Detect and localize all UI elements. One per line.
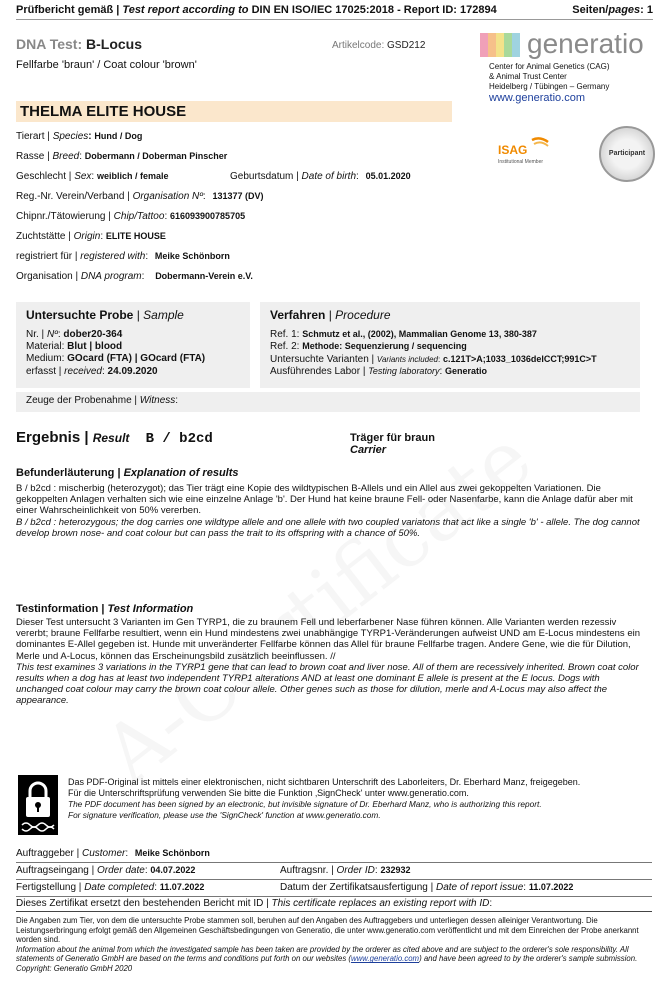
result-value: B / b2cd (145, 431, 213, 447)
sex-value: weiblich / female (96, 171, 169, 181)
test-subtitle: Fellfarbe 'braun' / Coat colour 'brown' (16, 59, 197, 71)
date-completed-row: Fertigstellung | Date completed: 11.07.2022 (16, 882, 205, 893)
chip-label-en: Chip/Tattoo (113, 211, 165, 222)
pages-indicator (572, 4, 653, 16)
divider (16, 896, 652, 897)
lab-label-en: Testing laboratory (368, 366, 440, 376)
procedure-box (260, 302, 640, 388)
organisation-label-en: DNA program (80, 271, 142, 282)
generatio-logo-icon (480, 33, 520, 57)
sample-received-row: erfasst | received: 24.09.2020 (26, 366, 158, 377)
explanation-en: B / b2cd : heterozygous; the dog carries one wildtype allele and one allele with two coupled variatons that act like a single 'b' - allele. The dog cannot develop brown nose- and coat colour but can pass the trait to its offspring with a chance of 50%. (16, 516, 640, 539)
sample-received-value: 24.09.2020 (107, 366, 158, 377)
sample-received-label-en: received (64, 366, 102, 377)
sample-heading-de: Untersuchte Probe (26, 308, 134, 322)
signature-notice (68, 777, 638, 821)
registration-value: 131377 (DV) (212, 191, 264, 201)
species-label-en: Species (52, 131, 89, 142)
replaces-row: Dieses Zertifikat ersetzt den bestehenden Bericht mit ID | This certificate replaces an existing report with ID: (16, 898, 493, 909)
date-completed-label: Fertigstellung | (16, 882, 82, 893)
logo-bar (496, 33, 504, 57)
organisation-value: Dobermann-Verein e.V. (155, 271, 253, 281)
isag-text: ISAG (498, 143, 528, 157)
procedure-heading-de: Verfahren (270, 308, 326, 322)
carrier-de: Träger für braun (350, 432, 435, 444)
customer-row: Auftraggeber | Customer: Meike Schönborn (16, 848, 210, 859)
divider (16, 862, 652, 863)
sample-material-value: Blut | blood (67, 341, 123, 352)
signature-line-4: For signature verification, please use the 'SignCheck' function at www.generatio.com. (68, 810, 381, 820)
explanation-heading (16, 467, 239, 479)
order-id-value: 232932 (380, 865, 411, 875)
replaces-label: Dieses Zertifikat ersetzt den bestehenden Bericht mit ID | (16, 898, 269, 909)
testinfo-heading (16, 603, 193, 615)
order-date-label: Auftragseingang | (16, 865, 95, 876)
website-link[interactable]: www.generatio.com (489, 92, 585, 104)
lock-icon (18, 775, 58, 835)
report-issue-row: Datum der Zertifikatsausfertigung | Date of report issue: 11.07.2022 (280, 882, 574, 893)
carrier-en: Carrier (350, 444, 387, 456)
sex-row: Geschlecht | Sex: weiblich / female (16, 171, 169, 182)
dog-name: THELMA ELITE HOUSE (16, 101, 452, 122)
pages-label: Seiten/ (572, 4, 609, 16)
sample-material-row (26, 341, 122, 352)
sample-box (16, 302, 250, 388)
report-issue-label-en: Date of report issue (436, 882, 524, 893)
sample-heading: Untersuchte Probe | Sample (26, 308, 184, 322)
result-label: Ergebnis | (16, 429, 89, 446)
carrier-status (350, 432, 435, 456)
registered-with-label: registriert für | (16, 251, 78, 262)
center-info (489, 62, 609, 103)
order-id-label-en: Order ID (336, 865, 375, 876)
signature-line-3: The PDF document has been signed by an electronic, but invisible signature of Dr. Eberhard Manz, who is authorizing this report. (68, 799, 542, 809)
test-title (16, 36, 142, 52)
order-id-label: Auftragsnr. | (280, 865, 334, 876)
divider (16, 879, 652, 880)
sample-nr-value: dober20-364 (63, 329, 123, 340)
seal-text: Participant (608, 150, 646, 157)
ref2-label: Ref. 2: (270, 341, 300, 352)
sex-label: Geschlecht | (16, 171, 72, 182)
ref1-value: Schmutz et al., (2002), Mammalian Genome 13, 380-387 (302, 329, 537, 339)
procedure-heading-en: Procedure (335, 308, 391, 322)
explanation-heading-de: Befunderläuterung | (16, 467, 121, 479)
registered-with-value: Meike Schönborn (154, 251, 230, 261)
order-id-row: Auftragsnr. | Order ID: 232932 (280, 865, 411, 876)
sample-material-label: Material: (26, 341, 65, 352)
signature-line-2: Für die Unterschriftsprüfung verwenden Sie bitte die Funktion ‚SignCheck' unter www.generatio.com. (68, 788, 469, 798)
testinfo-text (16, 617, 642, 707)
article-code (332, 40, 425, 51)
lab-row: Ausführendes Labor | Testing laboratory: Generatio (270, 366, 488, 377)
witness-label-en: Witness (139, 395, 176, 406)
footer-disclaimer (16, 911, 652, 974)
order-date-label-en: Order date (97, 865, 145, 876)
origin-label: Zuchtstätte | (16, 231, 71, 242)
explanation-heading-en: Explanation of results (123, 467, 239, 479)
registration-label-en: Organisation Nº (132, 191, 203, 202)
sample-medium-label: Medium: (26, 353, 65, 364)
replaces-label-en: This certificate replaces an existing report with ID (271, 898, 490, 909)
footer-en-pre: Information about the animal from which the investigated sample has been taken are provided by the orderer as cited above and are subject to the orderer's sole responsibility. All statements of Generatio GmbH are based on the terms and conditions put forth on our websites ( (16, 944, 629, 964)
testinfo-de: Dieser Test untersucht 3 Varianten im Gen TYRP1, die zu braunem Fell und leberfarbener Nase führen können. Alle Varianten werden rezessiv vererbt; braune Fellfarbe resultiert, wenn ein Hund mindestens zwei unabhängige TYRP1-Veränderungen aufweist UND am E-Locus mindestens ein dominantes E-Allel gegeben ist. Hunde mit unveränderter Fellfarbe können das Allel für braune Fellfarbe tragen. Andere Gene, wie die für Dilution, Merle und A-Locus, können das Erscheinungsbild zusätzlich beeinflussen. // (16, 617, 640, 662)
sample-heading-en: Sample (143, 308, 184, 322)
logo-bar (480, 33, 488, 57)
report-label: Prüfbericht gemäß (16, 4, 114, 16)
variants-row: Untersuchte Varianten | Variants included: c.121T>A;1033_1036delCCT;991C>T (270, 354, 597, 365)
breed-label: Rasse | (16, 151, 50, 162)
logo-bar (488, 33, 496, 57)
isag-logo-icon (496, 134, 556, 166)
registered-with-row: registriert für | registered with: Meike Schönborn (16, 251, 230, 262)
customer-value: Meike Schönborn (134, 848, 210, 858)
signature-line-1: Das PDF-Original ist mittels einer elektronischen, nicht sichtbaren Unterschrift des Laborleiters, Dr. Eberhard Manz, freigegeben. (68, 777, 581, 787)
ref2-value: Methode: Sequenzierung / sequencing (302, 341, 467, 351)
birth-label: Geburtsdatum | (230, 171, 299, 182)
origin-value: ELITE HOUSE (105, 231, 166, 241)
organisation-label: Organisation | (16, 271, 79, 282)
lab-label: Ausführendes Labor | (270, 366, 366, 377)
test-locus: B-Locus (86, 36, 143, 52)
testinfo-heading-de: Testinformation | (16, 603, 105, 615)
sample-nr-label-en: Nº (46, 329, 58, 340)
registration-row: Reg.-Nr. Verein/Verband | Organisation Nº: 131377 (DV) (16, 191, 264, 202)
variants-label-en: Variants included (376, 355, 438, 364)
registration-label: Reg.-Nr. Verein/Verband | (16, 191, 130, 202)
breed-row: Rasse | Breed: Dobermann / Doberman Pinscher (16, 151, 228, 162)
date-completed-value: 11.07.2022 (159, 882, 205, 892)
origin-label-en: Origin (73, 231, 101, 242)
report-issue-value: 11.07.2022 (528, 882, 574, 892)
species-label: Tierart | (16, 131, 50, 142)
sample-nr-label: Nr. | (26, 329, 45, 340)
generatio-logo-text: generatio (527, 28, 644, 59)
report-header (16, 4, 653, 20)
explanation-text (16, 483, 642, 539)
result-label-en: Result (92, 431, 130, 445)
pages-label-en: pages (608, 4, 641, 16)
customer-label: Auftraggeber | (16, 848, 80, 859)
chip-row: Chipnr./Tätowierung | Chip/Tattoo: 616093900785705 (16, 211, 246, 222)
procedure-heading: Verfahren | Procedure (270, 308, 391, 322)
report-id-line: Prüfbericht gemäß | Test report according to DIN EN ISO/IEC 17025:2018 - Report ID: 172894 (16, 4, 497, 16)
birth-value: 05.01.2020 (365, 171, 411, 181)
origin-row: Zuchtstätte | Origin: ELITE HOUSE (16, 231, 166, 242)
breed-label-en: Breed (52, 151, 80, 162)
sample-medium-row (26, 353, 205, 364)
footer-de: Die Angaben zum Tier, von dem die untersuchte Probe stammen soll, beruhen auf den Angaben des Auftraggebers und unterliegen dessen alleiniger Verantwortung. Die Leistungserbringung erfolgt gemäß den Allgemeinen Geschäftsbedingungen von Generatio, die unter www.generatio.com veröffentlicht und mit dem Einreichen der Probe anerkannt worden sind. (16, 916, 639, 945)
witness-box: Zeuge der Probenahme | Witness: (16, 392, 640, 412)
sex-label-en: Sex (74, 171, 92, 182)
footer-en (16, 945, 652, 974)
pages-value: : 1 (640, 4, 653, 16)
species-row: Tierart | Species: Hund / Dog (16, 131, 143, 142)
birth-label-en: Date of birth (301, 171, 357, 182)
logo-bar (512, 33, 520, 57)
ref1-row (270, 329, 537, 340)
participant-seal-icon (599, 126, 655, 182)
variants-value: c.121T>A;1033_1036delCCT;991C>T (443, 354, 597, 364)
ref2-row (270, 341, 467, 352)
variants-label: Untersuchte Varianten | (270, 354, 375, 365)
testinfo-en: This test examines 3 variations in the TYRP1 gene that can lead to brown coat and liver nose. All of them are recessively inherited. Brown coat color results when a dog has at least two independent TYRP1 alterations AND at least one dominant E allele is present at the E locus. Dogs with unchanged coat colour may carry the brown coat colour allele. Other genes such as those for dilution, merle and A-Locus may also affect the appearance. (16, 661, 639, 707)
birth-row: Geburtsdatum | Date of birth: 05.01.2020 (230, 171, 411, 182)
chip-value: 616093900785705 (170, 211, 246, 221)
testinfo-heading-en: Test Information (107, 603, 194, 615)
chip-label: Chipnr./Tätowierung | (16, 211, 111, 222)
order-date-row: Auftragseingang | Order date: 04.07.2022 (16, 865, 196, 876)
registered-with-label-en: registered with (80, 251, 146, 262)
report-standard: DIN EN ISO/IEC 17025:2018 - Report ID: 172894 (251, 4, 497, 16)
center-line-2: & Animal Trust Center (489, 72, 567, 81)
center-line-3: Heidelberg / Tübingen – Germany (489, 82, 610, 91)
footer-website-link[interactable]: www.generatio.com (351, 954, 420, 964)
article-code-value: GSD212 (387, 40, 426, 51)
isag-sub-text: Institutional Member (498, 159, 544, 165)
sample-nr-row: Nr. | Nº: dober20-364 (26, 329, 123, 340)
dna-test-label: DNA Test: (16, 36, 83, 52)
logo-bar (504, 33, 512, 57)
sample-medium-value: GOcard (FTA) | GOcard (FTA) (67, 353, 206, 364)
ref1-label: Ref. 1: (270, 329, 300, 340)
center-line-1: Center for Animal Genetics (CAG) (489, 62, 610, 71)
footer-en-post: ) and have been agreed to by the orderer's sample submission. Copyright: Generatio GmbH 2020 (16, 954, 638, 973)
breed-value: Dobermann / Doberman Pinscher (84, 151, 228, 161)
result (16, 429, 213, 447)
explanation-de: B / b2cd : mischerbig (heterozygot); das Tier trägt eine Kopie des wildtypischen B-Allels und ein Allel aus zwei gekoppelten Variationen. Die gekoppelten Anlagen verhalten sich wie eine einzelne Anlage 'b'. Der Hund hat keine braune Fell- oder Nasenfarbe, kann die Anlage dafür aber mit einer Wahrscheinlichkeit von 50% vererben. (16, 483, 633, 517)
witness-label: Zeuge der Probenahme | (26, 395, 138, 406)
report-issue-label: Datum der Zertifikatsausfertigung | (280, 882, 434, 893)
customer-label-en: Customer (81, 848, 126, 859)
organisation-row: Organisation | DNA program: Dobermann-Verein e.V. (16, 271, 253, 282)
report-label-en: Test report according to (122, 4, 249, 16)
date-completed-label-en: Date completed (84, 882, 155, 893)
article-code-label: Artikelcode: (332, 40, 385, 51)
order-date-value: 04.07.2022 (150, 865, 196, 875)
species-value: Hund / Dog (94, 131, 143, 141)
sample-received-label: erfasst | (26, 366, 62, 377)
lab-value: Generatio (445, 366, 488, 376)
